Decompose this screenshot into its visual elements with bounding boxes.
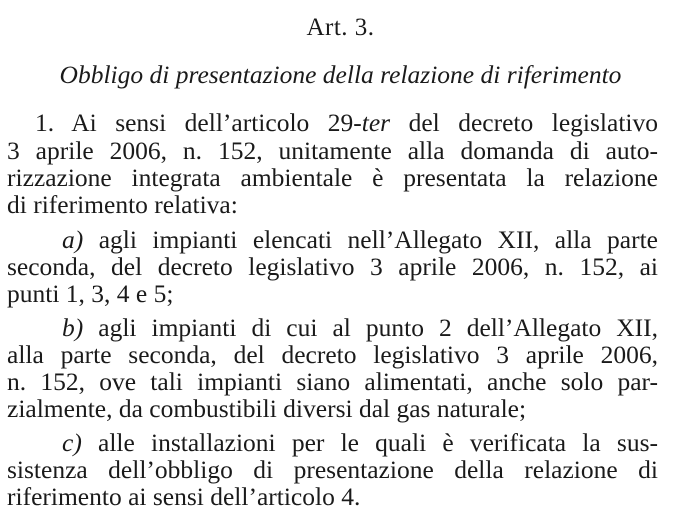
- item-c-line-3: riferimento ai sensi dell’articolo 4.: [7, 482, 361, 511]
- item-b-line-1-text: agli impianti di cui al punto 2 dell’Allegato XII,: [83, 313, 658, 342]
- item-b-line-3: n. 152, ove tali impianti siano alimentati, anche solo par-: [7, 367, 658, 396]
- item-a-line-1-text: agli impianti elencati nell’Allegato XII, alla parte: [83, 225, 658, 254]
- article-title: Obbligo di presentazione della relazione di riferimento: [59, 60, 622, 89]
- item-c-marker: c): [62, 428, 82, 457]
- paragraph-1-line-2: 3 aprile 2006, n. 152, unitamente alla domanda di auto-: [7, 136, 658, 165]
- item-b-line-2: alla parte seconda, del decreto legislativo 3 aprile 2006,: [7, 340, 658, 369]
- item-c-line-1-text: alle installazioni per le quali è verificata la sus-: [81, 428, 658, 457]
- article-number: Art. 3.: [306, 14, 375, 41]
- paragraph-1-prefix: 1. Ai sensi dell’articolo 29-: [35, 108, 362, 137]
- paragraph-1-line-1-rest: del decreto legislativo: [390, 108, 658, 137]
- item-b-marker: b): [62, 313, 84, 342]
- item-a-marker: a): [62, 225, 84, 254]
- item-c-line-2: sistenza dell’obbligo di presentazione della relazione di: [7, 455, 658, 484]
- item-a-line-1: [7, 226, 658, 254]
- item-c-line-1: [7, 429, 658, 457]
- item-b-line-1: [7, 314, 658, 342]
- item-a-line-2: seconda, del decreto legislativo 3 aprile 2006, n. 152, ai: [7, 252, 658, 281]
- item-a-line-3: punti 1, 3, 4 e 5;: [7, 279, 174, 308]
- paragraph-1-line-3: rizzazione integrata ambientale è presentata la relazione: [7, 163, 658, 192]
- paragraph-1-line-1: [7, 109, 658, 137]
- paragraph-1-line-4: di riferimento relativa:: [7, 190, 238, 219]
- article-suffix-ter: ter: [361, 108, 391, 137]
- item-b-line-4: zialmente, da combustibili diversi dal gas naturale;: [7, 394, 527, 423]
